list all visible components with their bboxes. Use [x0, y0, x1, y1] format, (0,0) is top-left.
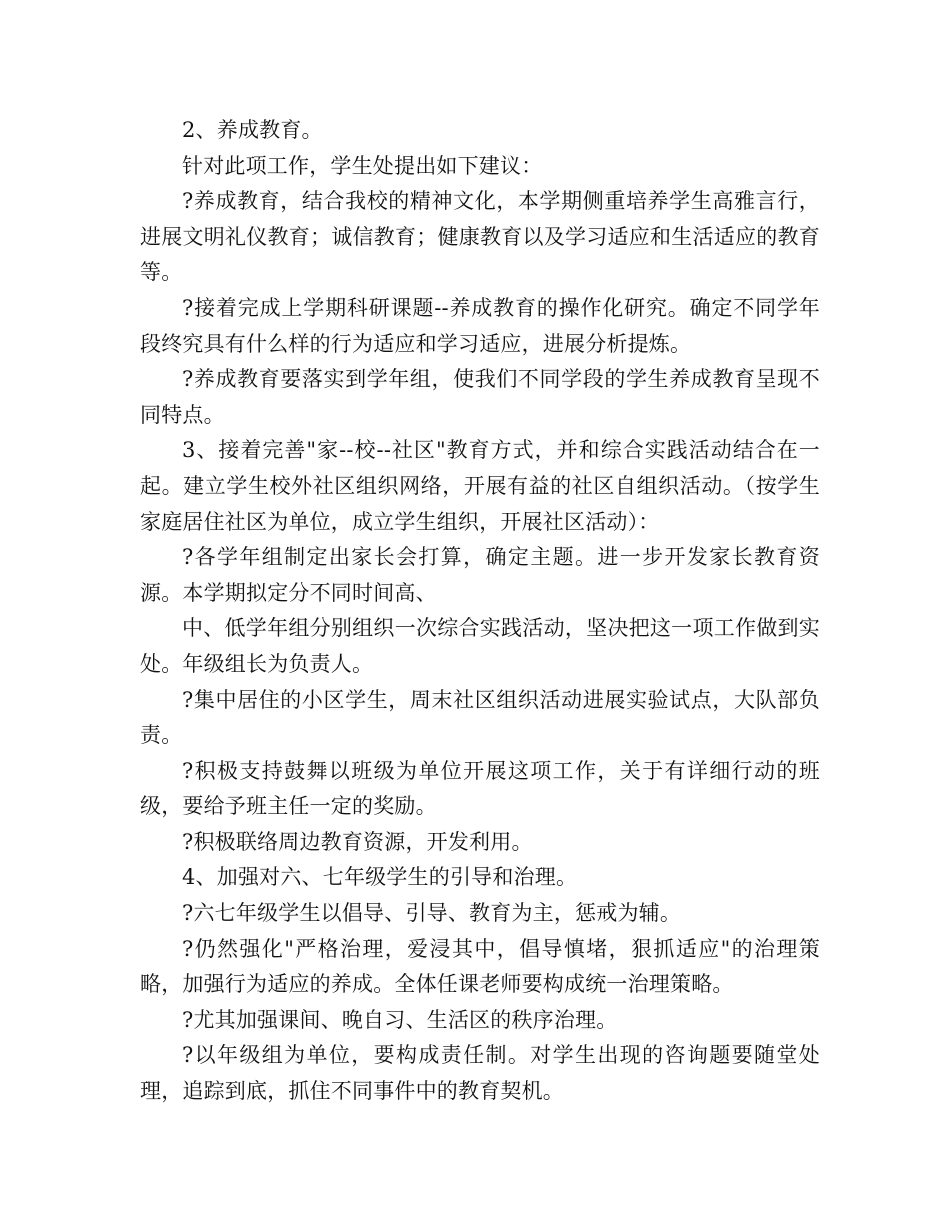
- paragraph-bullet: ?仍然强化"严格治理，爱浸其中，倡导慎堵，狠抓适应"的治理策略，加强行为适应的养成。全体任课老师要构成统一治理策略。: [140, 936, 820, 997]
- paragraph-intro: 针对此项工作，学生处提出如下建议：: [182, 153, 543, 178]
- paragraph-bullet: ?接着完成上学期科研课题--养成教育的操作化研究。确定不同学年段终究具有什么样的行为适应和学习适应，进展分析提炼。: [140, 295, 820, 356]
- paragraph-bullet: ?集中居住的小区学生，周末社区组织活动进展实验试点，大队部负责。: [140, 687, 820, 748]
- section-heading-4: 4、加强对六、七年级学生的引导和治理。: [182, 865, 578, 890]
- paragraph-bullet: ?尤其加强课间、晚自习、生活区的秩序治理。: [182, 1007, 618, 1032]
- paragraph-bullet: ?各学年组制定出家长会打算，确定主题。进一步开发家长教育资源。本学期拟定分不同时间高、: [140, 545, 820, 605]
- paragraph-bullet: ?养成教育，结合我校的精神文化，本学期侧重培养学生高雅言行，进展文明礼仪教育；诚信教育；健康教育以及学习适应和生活适应的教育等。: [140, 189, 820, 285]
- paragraph-bullet: ?六七年级学生以倡导、引导、教育为主，惩戒为辅。: [182, 901, 682, 926]
- paragraph-bullet: ?养成教育要落实到学年组，使我们不同学段的学生养成教育呈现不同特点。: [140, 367, 820, 427]
- paragraph-bullet: ?积极支持鼓舞以班级为单位开展这项工作，关于有详细行动的班级，要给予班主任一定的奖励。: [140, 758, 820, 819]
- document-body: [140, 113, 820, 1110]
- paragraph-bullet: ?以年级组为单位，要构成责任制。对学生出现的咨询题要随堂处理，追踪到底，抓住不同事件中的教育契机。: [140, 1043, 820, 1104]
- section-heading-2: 2、养成教育。: [182, 118, 323, 142]
- section-heading-3: 3、接着完善"家--校--社区"教育方式，并和综合实践活动结合在一起。建立学生校外社区组织网络，开展有益的社区自组织活动。（按学生家庭居住社区为单位，成立学生组织，开展社区活动）：: [140, 438, 820, 534]
- paragraph-bullet: ?积极联络周边教育资源，开发利用。: [182, 829, 533, 854]
- paragraph-continuation: 中、低学年组分别组织一次综合实践活动，坚决把这一项工作做到实处。年级组长为负责人。: [140, 616, 820, 676]
